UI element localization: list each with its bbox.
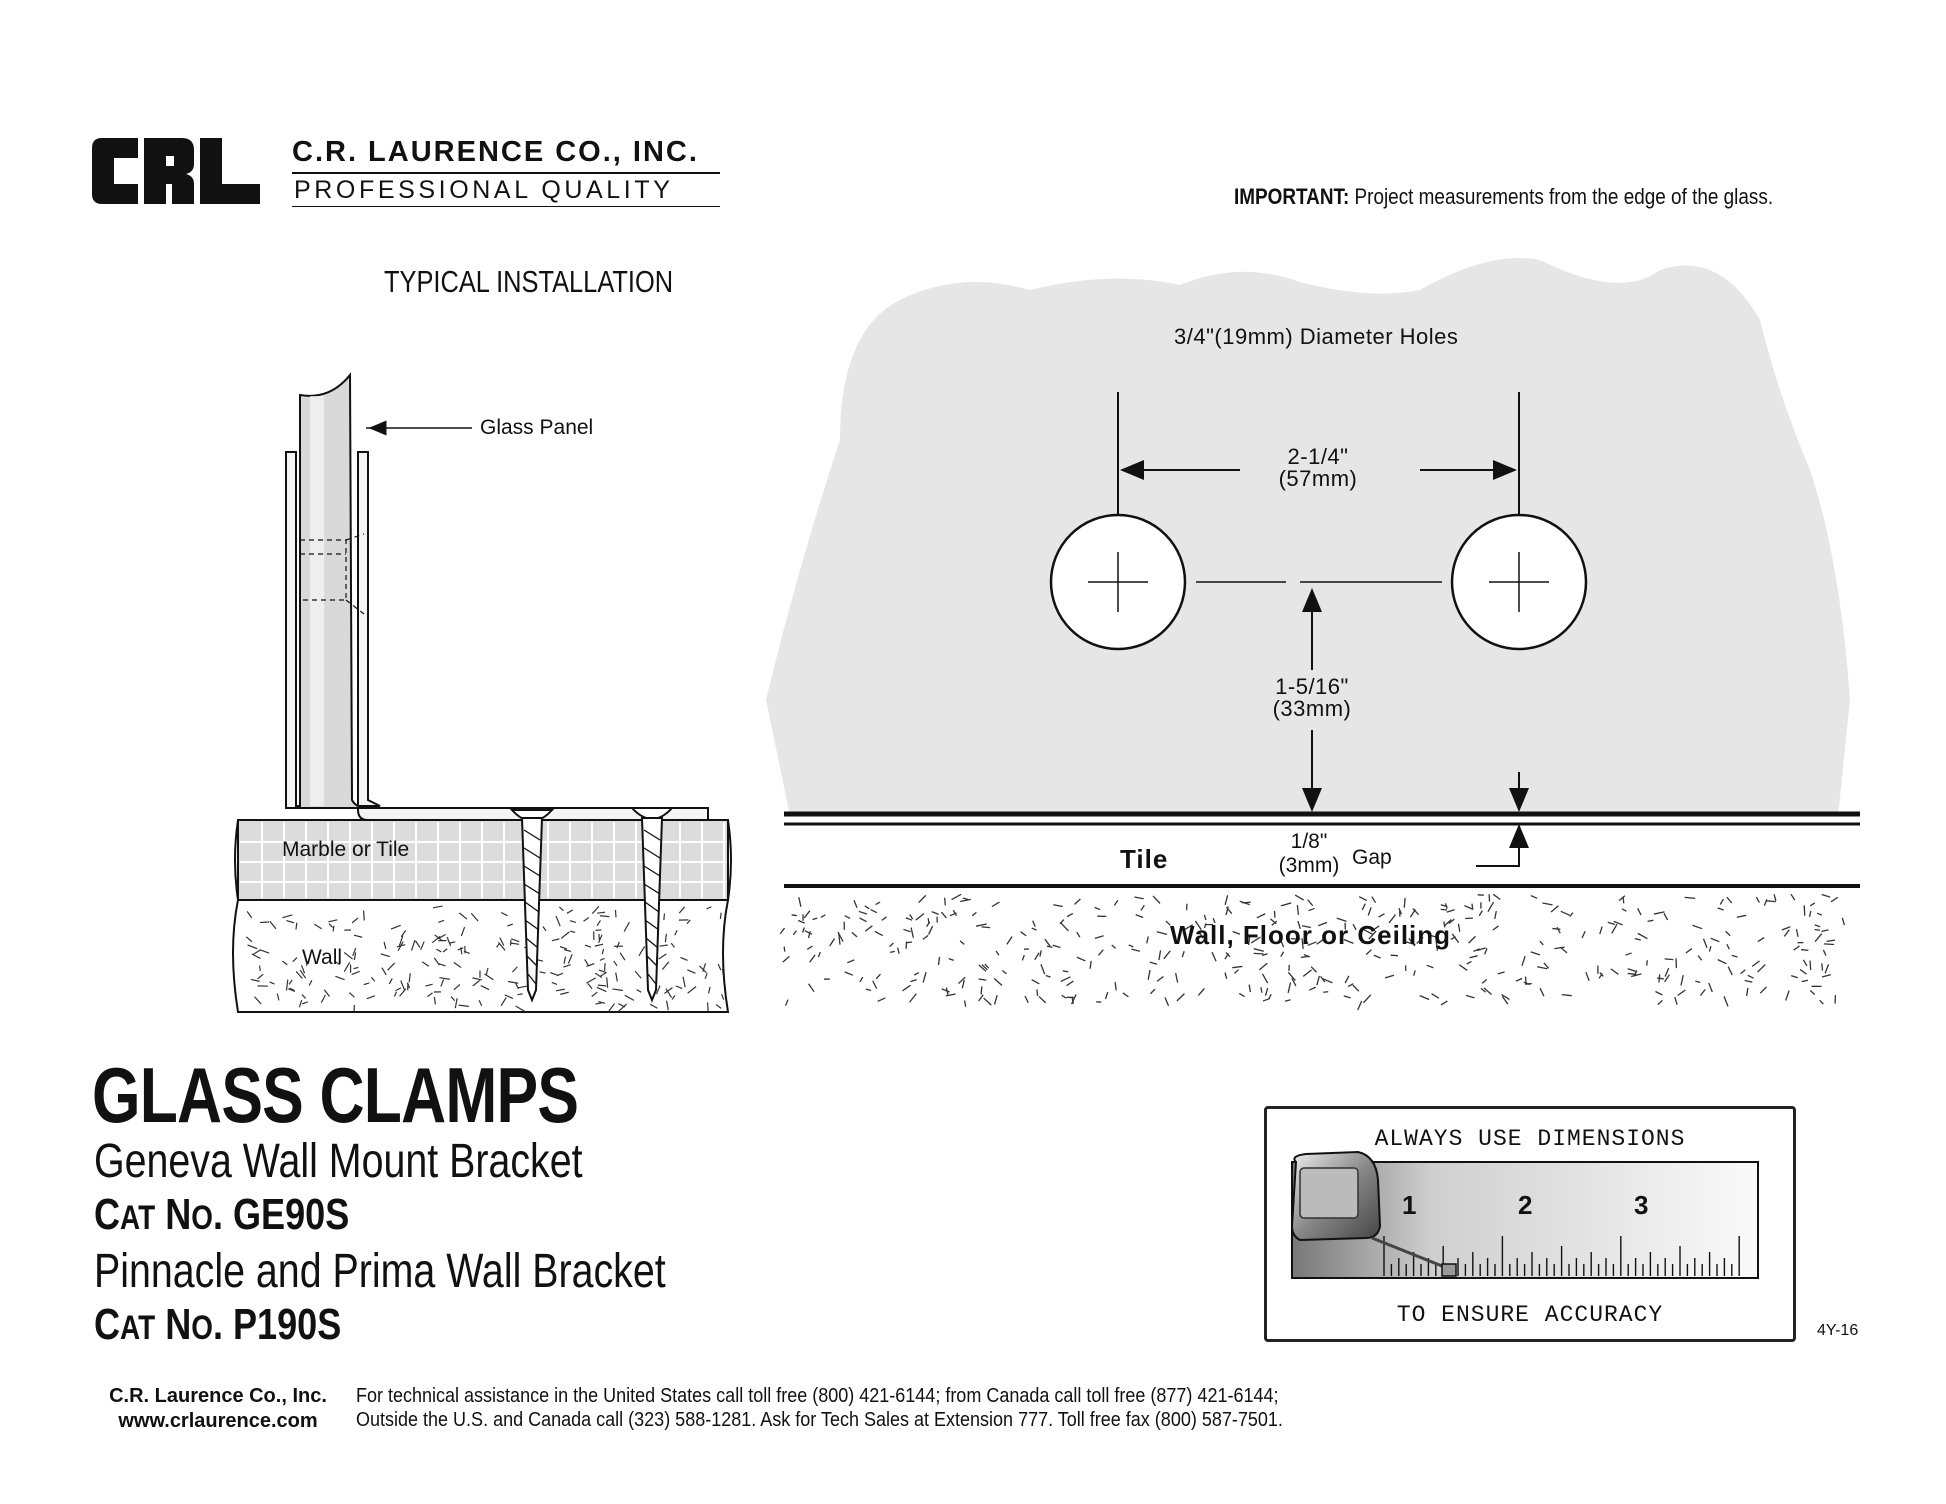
footer-company-name: C.R. Laurence Co., Inc. [109,1385,327,1407]
revision-code: 4Y-16 [1817,1322,1859,1339]
tape-number-2: 2 [1518,1190,1533,1220]
label-hole-spacing [1268,446,1368,490]
company-tagline: PROFESSIONAL QUALITY [294,176,674,204]
mounting-hole [1452,515,1586,649]
product-1-name: Geneva Wall Mount Bracket [94,1135,583,1188]
catalog-text: AT [120,1199,156,1237]
label-hole-height [1262,676,1362,720]
catalog-text: AT [120,1309,156,1347]
tape-notice-top: ALWAYS USE DIMENSIONS [1374,1126,1686,1152]
catalog-text: N [155,1300,192,1349]
spacing-inches: 2-1/4" [1287,444,1349,469]
gap-word: Gap [1352,846,1392,869]
company-name: C.R. LAURENCE CO., INC. [292,136,699,168]
label-tile: Tile [1120,844,1169,874]
catalog-number: . P190S [212,1300,342,1349]
catalog-text: C [94,1190,121,1239]
catalog-text: N [155,1190,192,1239]
footer-website-link[interactable]: www.crlaurence.com [118,1410,318,1432]
footer-contact-line: For technical assistance in the United States call toll free (800) 421-6144; from Canada call toll free (877) 421-6144; [356,1385,1279,1407]
product-title: GLASS CLAMPS [92,1051,579,1139]
footer-contact [356,1384,1283,1432]
footer-contact-line: Outside the U.S. and Canada call (323) 588-1281. Ask for Tech Sales at Extension 777. Toll free fax (800) 587-7501. [356,1409,1283,1431]
concrete-texture [780,894,1844,1010]
catalog-text: C [94,1300,121,1349]
label-surface: Wall, Floor or Ceiling [1170,920,1452,950]
tape-number-1: 1 [1402,1190,1417,1220]
mounting-hole [1051,515,1185,649]
catalog-text: O [191,1309,213,1347]
height-mm: (33mm) [1272,696,1352,721]
spacing-mm: (57mm) [1278,466,1358,491]
product-1-catalog [94,1190,349,1240]
product-2-catalog [94,1300,341,1350]
height-inches: 1-5/16" [1275,674,1349,699]
tape-number-3: 3 [1634,1190,1649,1220]
label-marble-tile: Marble or Tile [282,838,410,861]
label-wall: Wall [302,946,343,969]
label-glass-panel: Glass Panel [480,416,594,439]
label-gap [1272,830,1346,878]
tape-notice-bottom: TO ENSURE ACCURACY [1396,1302,1664,1328]
gap-inches: 1/8" [1290,830,1328,853]
catalog-text: O [191,1199,213,1237]
catalog-number: . GE90S [212,1190,350,1239]
gap-mm: (3mm) [1278,854,1340,877]
product-2-name: Pinnacle and Prima Wall Bracket [94,1245,666,1298]
footer-company [100,1384,336,1434]
important-text: Project measurements from the edge of the glass. [1349,184,1774,209]
installation-title: TYPICAL INSTALLATION [384,264,674,299]
label-hole-diameter: 3/4"(19mm) Diameter Holes [1174,324,1459,349]
important-label: IMPORTANT: [1234,184,1350,209]
